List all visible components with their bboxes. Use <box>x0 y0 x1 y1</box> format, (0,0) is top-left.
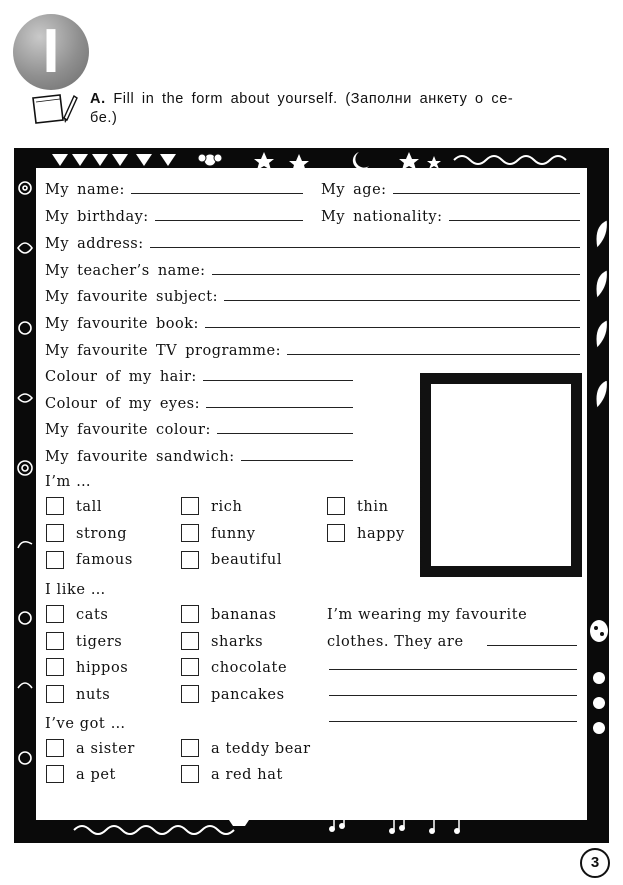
teacher-field[interactable] <box>212 274 580 275</box>
colour-row[interactable] <box>45 418 353 438</box>
colour-field[interactable] <box>217 433 353 434</box>
hair-row[interactable] <box>45 365 353 385</box>
got-heading: I’ve got … <box>45 716 126 732</box>
checkbox-pancakes[interactable] <box>181 685 199 703</box>
task-line-1: Fill in the form about yourself. (Заполни анкету о се- <box>113 91 514 107</box>
option-pancakes: pancakes <box>211 687 285 703</box>
option-tall: tall <box>76 499 103 515</box>
option-chocolate: chocolate <box>211 660 288 676</box>
option-sharks: sharks <box>211 634 264 650</box>
option-nuts: nuts <box>76 687 111 703</box>
wearing-field-1[interactable] <box>487 645 577 646</box>
colour-label: My favourite colour: <box>45 422 211 438</box>
birthday-row[interactable] <box>45 205 303 225</box>
eyes-label: Colour of my eyes: <box>45 396 201 412</box>
book-field[interactable] <box>205 327 580 328</box>
checkbox-tigers[interactable] <box>46 632 64 650</box>
checkbox-teddy-bear[interactable] <box>181 739 199 757</box>
checkbox-cats[interactable] <box>46 605 64 623</box>
checkbox-bananas[interactable] <box>181 605 199 623</box>
option-happy: happy <box>357 526 405 542</box>
wearing-field-4[interactable] <box>329 721 577 722</box>
checkbox-funny[interactable] <box>181 524 199 542</box>
unit-badge: I <box>13 14 89 90</box>
checkbox-sister[interactable] <box>46 739 64 757</box>
eyes-field[interactable] <box>206 407 353 408</box>
checkbox-tall[interactable] <box>46 497 64 515</box>
option-beautiful: beautiful <box>211 552 283 568</box>
subject-field[interactable] <box>224 300 580 301</box>
age-label: My age: <box>321 182 387 198</box>
option-red-hat: a red hat <box>211 767 283 783</box>
teacher-row[interactable] <box>45 259 580 279</box>
checkbox-hippos[interactable] <box>46 658 64 676</box>
task-instruction <box>90 90 600 128</box>
checkbox-sharks[interactable] <box>181 632 199 650</box>
eyes-row[interactable] <box>45 392 353 412</box>
age-row[interactable] <box>321 178 580 198</box>
tv-field[interactable] <box>287 354 580 355</box>
subject-label: My favourite subject: <box>45 289 218 305</box>
option-bananas: bananas <box>211 607 277 623</box>
address-label: My address: <box>45 236 144 252</box>
task-line-2: бе.) <box>90 110 118 126</box>
option-rich: rich <box>211 499 243 515</box>
pencil-notebook-icon <box>30 92 78 126</box>
option-hippos: hippos <box>76 660 129 676</box>
hair-label: Colour of my hair: <box>45 369 197 385</box>
option-sister: a sister <box>76 741 135 757</box>
im-heading: I’m … <box>45 474 92 490</box>
address-field[interactable] <box>150 247 580 248</box>
checkbox-rich[interactable] <box>181 497 199 515</box>
option-strong: strong <box>76 526 128 542</box>
book-row[interactable] <box>45 312 580 332</box>
sandwich-label: My favourite sandwich: <box>45 449 235 465</box>
nationality-row[interactable] <box>321 205 580 225</box>
birthday-label: My birthday: <box>45 209 149 225</box>
hair-field[interactable] <box>203 380 353 381</box>
teacher-label: My teacher’s name: <box>45 263 206 279</box>
tv-label: My favourite TV programme: <box>45 343 282 359</box>
like-heading: I like … <box>45 582 106 598</box>
sandwich-field[interactable] <box>241 460 353 461</box>
ladybird-icon <box>590 620 608 642</box>
checkbox-pet[interactable] <box>46 765 64 783</box>
bunting-flags-icon <box>52 154 176 166</box>
nationality-field[interactable] <box>449 220 581 221</box>
checkbox-strong[interactable] <box>46 524 64 542</box>
option-tigers: tigers <box>76 634 123 650</box>
option-cats: cats <box>76 607 109 623</box>
checkbox-thin[interactable] <box>327 497 345 515</box>
wearing-field-2[interactable] <box>329 669 577 670</box>
checkbox-famous[interactable] <box>46 551 64 569</box>
tv-row[interactable] <box>45 339 580 359</box>
task-letter: A. <box>90 91 106 107</box>
option-pet: a pet <box>76 767 116 783</box>
address-row[interactable] <box>45 232 580 252</box>
option-thin: thin <box>357 499 389 515</box>
sandwich-row[interactable] <box>45 445 353 465</box>
option-teddy-bear: a teddy bear <box>211 741 311 757</box>
page-number: 3 <box>580 848 610 878</box>
checkbox-red-hat[interactable] <box>181 765 199 783</box>
checkbox-happy[interactable] <box>327 524 345 542</box>
wearing-line-2: clothes. They are <box>327 634 464 650</box>
checkbox-nuts[interactable] <box>46 685 64 703</box>
name-field[interactable] <box>131 193 303 194</box>
checkbox-chocolate[interactable] <box>181 658 199 676</box>
wearing-field-3[interactable] <box>329 695 577 696</box>
subject-row[interactable] <box>45 285 580 305</box>
book-label: My favourite book: <box>45 316 199 332</box>
name-row[interactable] <box>45 178 303 198</box>
age-field[interactable] <box>393 193 580 194</box>
option-funny: funny <box>211 526 256 542</box>
name-label: My name: <box>45 182 125 198</box>
checkbox-beautiful[interactable] <box>181 551 199 569</box>
nationality-label: My nationality: <box>321 209 443 225</box>
photo-area[interactable] <box>430 383 572 567</box>
wearing-line-1: I’m wearing my favourite <box>327 607 528 623</box>
birthday-field[interactable] <box>155 220 303 221</box>
option-famous: famous <box>76 552 133 568</box>
